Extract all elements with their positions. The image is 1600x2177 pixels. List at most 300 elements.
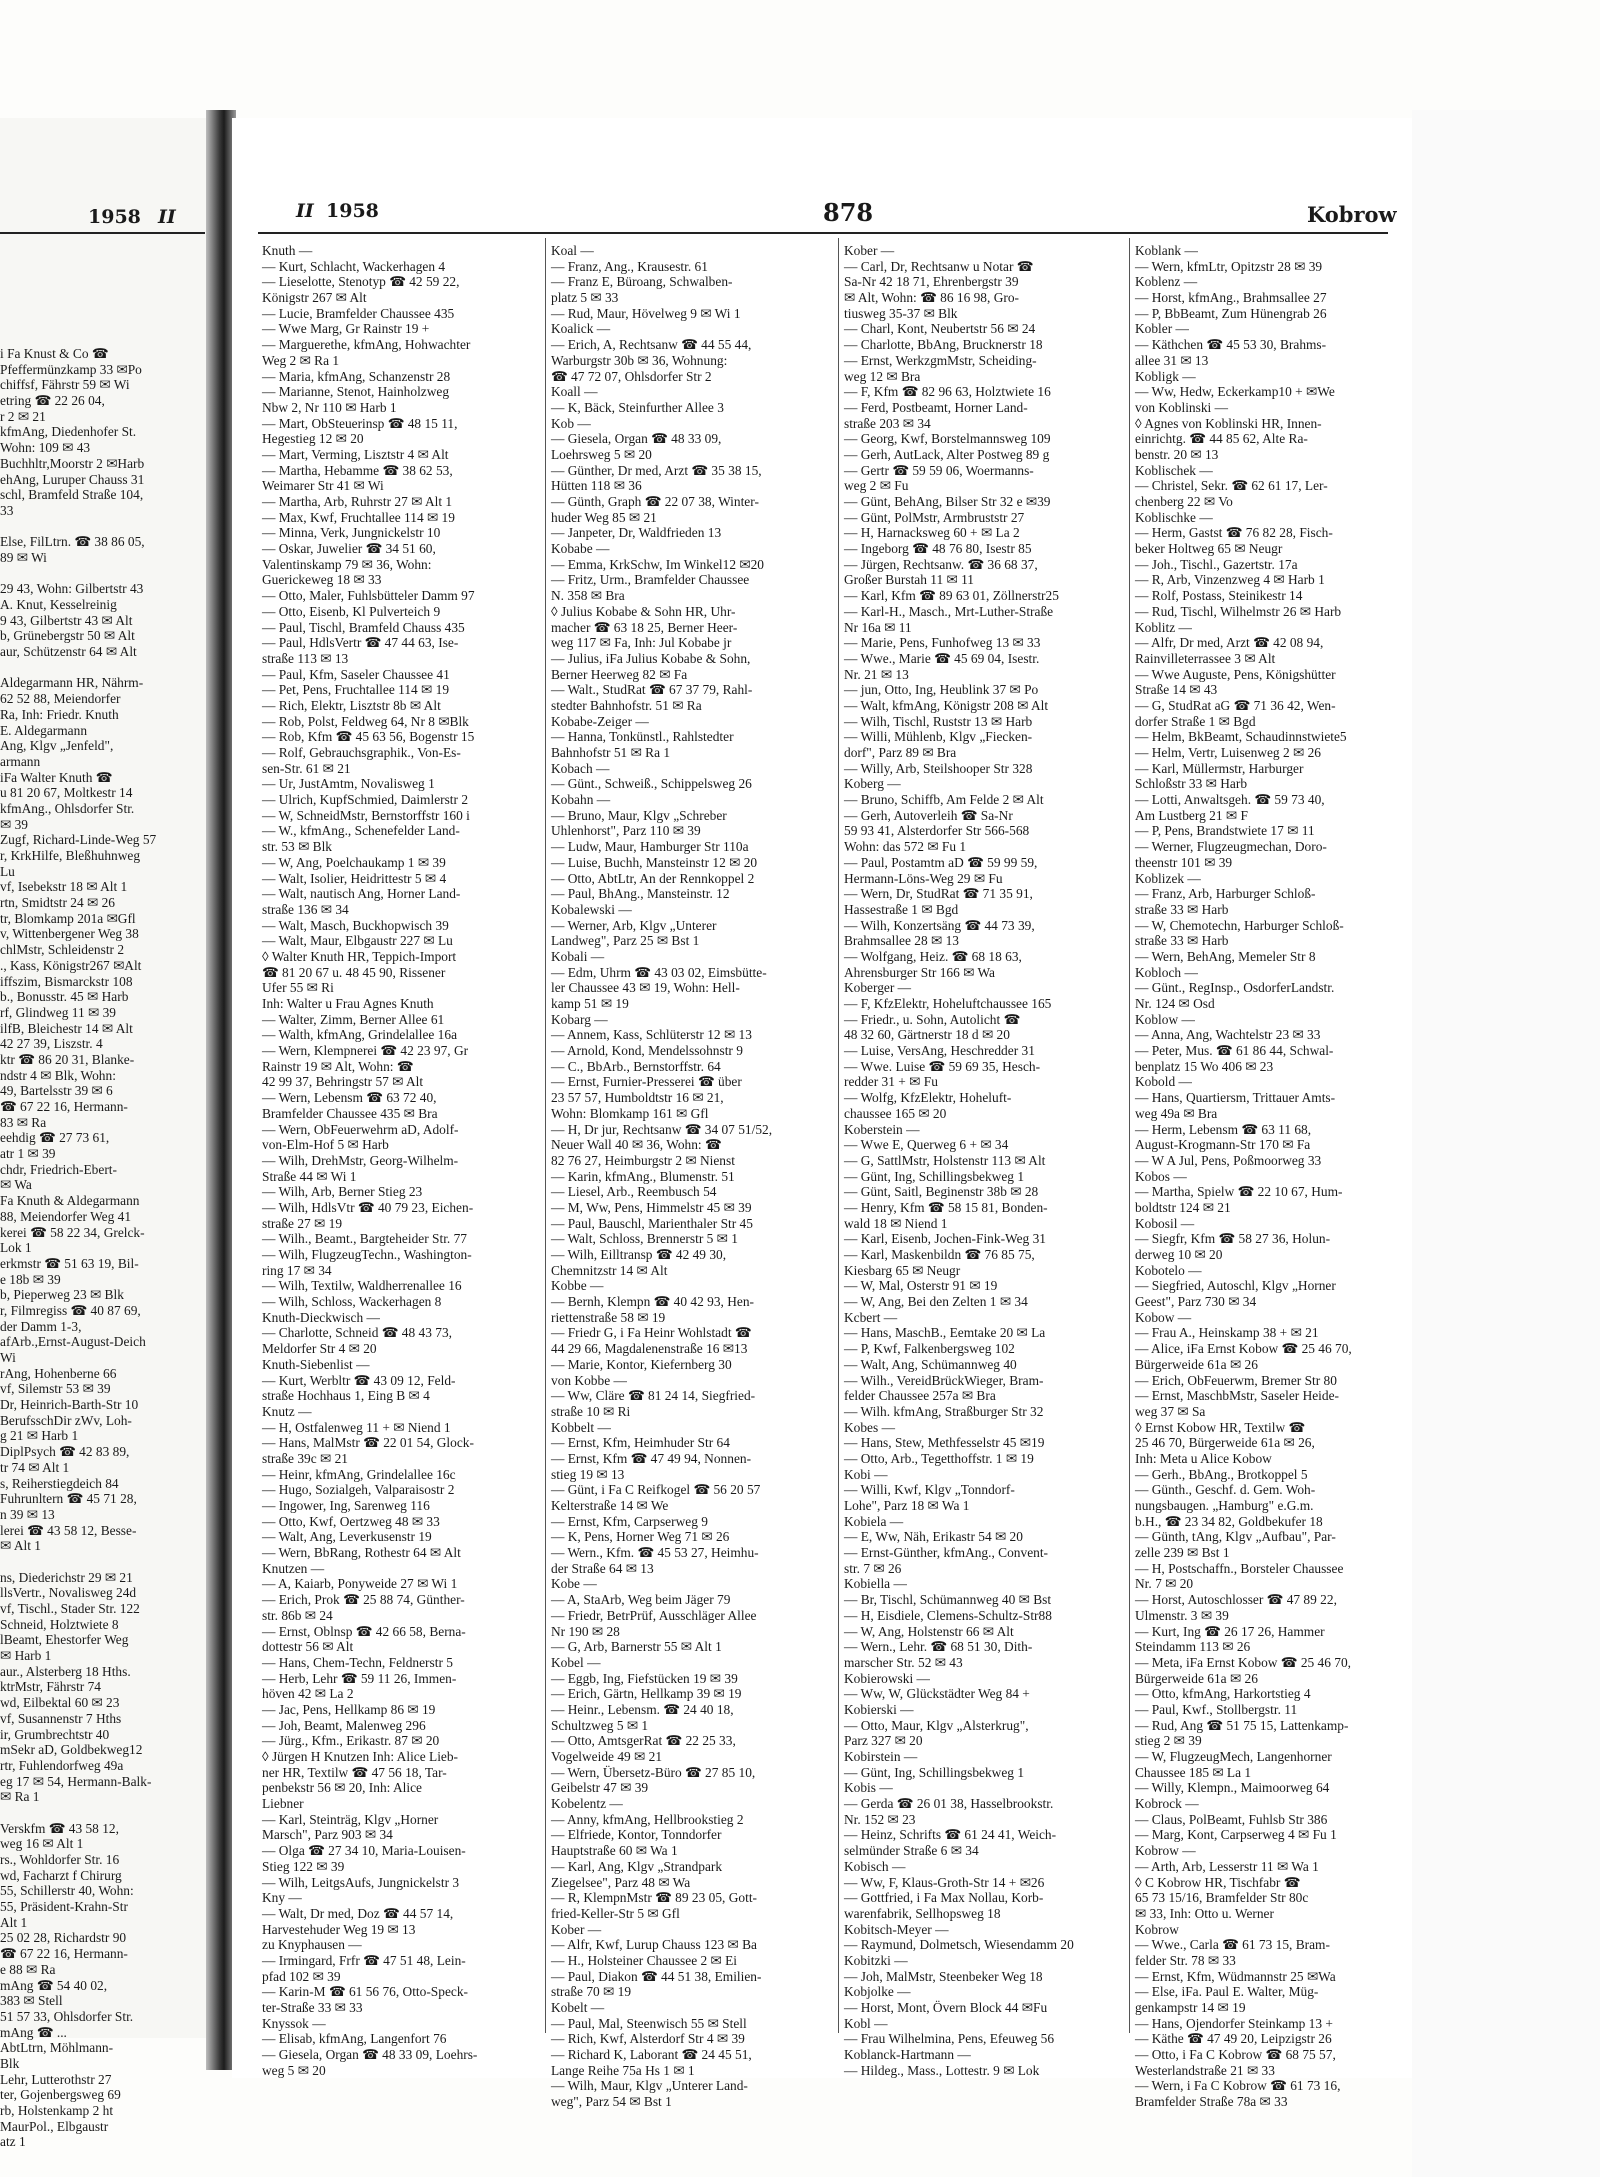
directory-entry-line: Parz 327 ✉ 20 [844, 1733, 923, 1749]
directory-entry-line: Kobabe-Zeiger — [551, 713, 649, 729]
directory-entry-line: — M, Ww, Pens, Himmelstr 45 ✉ 39 [551, 1199, 752, 1215]
directory-entry-line: Kobabe — [551, 541, 610, 557]
directory-entry-line: — Heinz, Schrifts ☎ 61 24 41, Weich- [844, 1827, 1057, 1843]
directory-entry-line: — Elisab, kfmAng, Langenfort 76 [262, 2031, 447, 2047]
directory-entry-line: — Paul, Postamtm aD ☎ 59 99 59, [844, 854, 1038, 870]
directory-entry-line: Rainvilleterrassee 3 ✉ Alt [1135, 650, 1276, 666]
directory-entry-line: Buchhltr,Moorstr 2 ✉Harb [0, 455, 145, 471]
directory-entry-line: — Rich, Elektr, Lisztstr 8b ✉ Alt [262, 697, 441, 713]
directory-entry-line: Kobelentz — [551, 1796, 623, 1812]
directory-entry-line: — Edm, Uhrm ☎ 43 03 02, Eimsbütte- [551, 964, 767, 980]
directory-entry-line: — Martha, Arb, Ruhrstr 27 ✉ Alt 1 [262, 494, 453, 509]
directory-entry-line: — F, Kfm ☎ 82 96 63, Holztwiete 16 [844, 384, 1051, 400]
directory-entry-line: Kobrow [1135, 1921, 1179, 1937]
directory-entry-line: — A, Kaiarb, Ponyweide 27 ✉ Wi 1 [262, 1576, 458, 1592]
directory-entry-line: — Willy, Klempn., Maimoorweg 64 [1135, 1780, 1330, 1796]
directory-entry-line: ring 17 ✉ 34 [262, 1262, 332, 1278]
directory-entry-line: straße 33 ✉ Harb [1135, 901, 1229, 917]
directory-entry-line: Wohn: 109 ✉ 43 [0, 440, 91, 456]
directory-entry-line: — Walt, Schloss, Brennerstr 5 ✉ 1 [551, 1231, 738, 1247]
directory-entry-line: — Käthe ☎ 47 49 20, Leipzigstr 26 [1135, 2031, 1332, 2047]
directory-entry-line: b, Grünebergstr 50 ✉ Alt [0, 628, 135, 644]
directory-entry-line: 44 29 66, Magdalenenstraße 16 ✉13 [551, 1341, 748, 1357]
directory-entry-line: b.H., ☎ 23 34 82, Goldbekufer 18 [1135, 1513, 1323, 1529]
directory-entry-line: Kobitzki — [844, 1952, 908, 1968]
directory-entry-line: — Wilh., Beamt., Bargteheider Str. 77 [262, 1231, 468, 1247]
directory-entry-line: — Rob, Polst, Feldweg 64, Nr 8 ✉Blk [262, 713, 469, 729]
directory-entry-line: ✉ 39 [0, 816, 28, 832]
directory-entry-line: — Günther, Dr med, Arzt ☎ 35 38 15, [551, 462, 762, 478]
directory-entry-line: Ziegelsee", Parz 48 ✉ Wa [551, 1874, 691, 1890]
directory-entry-line: — Otto, Maur, Klgv „Alsterkrug", [844, 1717, 1029, 1733]
directory-entry-line: von-Elm-Hof 5 ✉ Harb [262, 1137, 389, 1153]
directory-entry-line: — W, FlugzeugMech, Langenhorner [1135, 1749, 1332, 1764]
directory-entry-line: — Wwe. Luise ☎ 59 69 35, Hesch- [844, 1058, 1041, 1074]
directory-entry-line: redder 31 + ✉ Fu [844, 1074, 938, 1090]
directory-entry-line: penbekstr 56 ✉ 20, Inh: Alice [262, 1780, 422, 1796]
directory-entry-line: — Lucie, Bramfelder Chaussee 435 [262, 305, 455, 321]
directory-entry-line: atr 1 ✉ 39 [0, 1146, 56, 1162]
directory-entry-line: vf, Tischl., Stader Str. 122 [0, 1601, 140, 1616]
directory-entry-line: — G, SattlMstr, Holstenstr 113 ✉ Alt [844, 1152, 1046, 1168]
directory-entry-line: chlMstr, Schleidenstr 2 [0, 942, 125, 958]
directory-entry-line [0, 1554, 220, 1570]
directory-entry-line: — Joh, Beamt, Malenweg 296 [262, 1717, 426, 1733]
directory-entry-line: Ulmenstr. 3 ✉ 39 [1135, 1607, 1229, 1623]
directory-entry-line: — Wilh, HdlsVtr ☎ 40 79 23, Eichen- [262, 1199, 474, 1215]
directory-entry-line: — Paul, Diakon ☎ 44 51 38, Emilien- [551, 1968, 762, 1984]
directory-entry-line: — jun, Otto, Ing, Heublink 37 ✉ Po [844, 682, 1039, 698]
directory-entry-line: Dr, Heinrich-Barth-Str 10 [0, 1397, 139, 1413]
directory-entry-line: Kobbelt — [551, 1419, 611, 1435]
directory-entry-line: Hassestraße 1 ✉ Bgd [844, 901, 959, 917]
directory-entry-line: — Günt, Ing, Schillingsbekweg 1 [844, 1168, 1025, 1184]
directory-entry-line: — Wilh, Textilw, Waldherrenallee 16 [262, 1278, 462, 1294]
directory-entry-line: — Hugo, Sozialgeh, Valparaisostr 2 [262, 1482, 455, 1498]
directory-entry-line: wd, Facharzt f Chirurg [0, 1867, 122, 1883]
directory-entry-line: — Ernst-Günther, kfmAng., Convent- [844, 1545, 1049, 1561]
directory-entry-line: Koblischek — [1135, 462, 1213, 478]
directory-entry-line: Kobi — [844, 1466, 888, 1482]
directory-entry-line: Marsch", Parz 903 ✉ 34 [262, 1827, 393, 1843]
directory-entry-line: Schneid, Holztwiete 8 [0, 1616, 119, 1632]
directory-entry-line: — Charl, Kont, Neubertstr 56 ✉ 24 [844, 321, 1036, 337]
page-margin [1412, 110, 1600, 2177]
directory-entry-line: wald 18 ✉ Niend 1 [844, 1215, 948, 1231]
directory-entry-line: Kobierski — [844, 1701, 914, 1717]
directory-entry-line: kfmAng, Diedenhofer St. [0, 424, 137, 440]
directory-entry-line: — P, BbBeamt, Zum Hünengrab 26 [1135, 305, 1327, 321]
directory-entry-line: straße 27 ✉ 19 [262, 1215, 343, 1231]
directory-entry-line: — Karl, Müllermstr, Harburger [1135, 760, 1304, 776]
directory-entry-line: — Ludw, Maur, Hamburger Str 110a [551, 839, 749, 855]
directory-entry-line: — Charlotte, BbAng, Brucknerstr 18 [844, 337, 1043, 353]
directory-entry-line: — Otto, Maler, Fuhlsbütteler Damm 97 [262, 588, 475, 604]
directory-entry-line: — Paul, Mal, Steenwisch 55 ✉ Stell [551, 2015, 747, 2031]
directory-entry-line: — Karl, Steinträg, Klgv „Horner [262, 1811, 439, 1827]
directory-entry-line: ☎ 67 22 16, Hermann- [0, 1099, 128, 1114]
directory-entry-line: Straße 44 ✉ Wi 1 [262, 1168, 357, 1184]
directory-entry-line: Harvestehuder Weg 19 ✉ 13 [262, 1921, 416, 1937]
directory-entry-line: Koblischke — [1135, 509, 1213, 525]
directory-entry-line: — Hans, Chem-Techn, Feldnerstr 5 [262, 1654, 453, 1670]
directory-entry-line: — Julius, iFa Julius Kobabe & Sohn, [551, 650, 751, 666]
directory-entry-line: — W, Ang, Poelchaukamp 1 ✉ 39 [262, 854, 446, 870]
directory-entry-line: erkmstr ☎ 51 63 19, Bil- [0, 1255, 139, 1271]
directory-entry-line: Kobes — [844, 1419, 895, 1435]
directory-entry-line: Kobos — [1135, 1168, 1187, 1184]
directory-entry-line: Steindamm 113 ✉ 26 [1135, 1639, 1251, 1655]
directory-entry-line: boldtstr 124 ✉ 21 [1135, 1199, 1231, 1215]
directory-entry-line: — Rud, Maur, Hövelweg 9 ✉ Wi 1 [551, 305, 741, 321]
directory-entry-line: Kobis — [844, 1780, 893, 1796]
directory-entry-line: — Ernst, Kfm, Carpserweg 9 [551, 1513, 708, 1529]
directory-entry-line: ler Chaussee 43 ✉ 19, Wohn: Hell- [551, 980, 740, 996]
directory-entry-line: rf, Glindweg 11 ✉ 39 [0, 1004, 116, 1020]
directory-entry-line: Kobrow — [1135, 1843, 1196, 1859]
directory-entry-line: — Wern, BehAng, Memeler Str 8 [1135, 948, 1316, 964]
directory-entry-line: atz 1 [0, 2134, 26, 2150]
directory-entry-line: einrichtg. ☎ 44 85 62, Alte Ra- [1135, 431, 1308, 447]
directory-entry-line: ☎ 47 72 07, Ohlsdorfer Str 2 [551, 368, 712, 384]
directory-entry-line: — Ernst, Kfm, Heimhuder Str 64 [551, 1435, 730, 1451]
directory-entry-line: selmünder Straße 6 ✉ 34 [844, 1843, 979, 1859]
directory-entry-line: ✉ Wa [0, 1177, 32, 1193]
directory-entry-line: — Georg, Kwf, Borstelmannsweg 109 [844, 431, 1051, 447]
directory-entry-line: Schloßstr 33 ✉ Harb [1135, 776, 1248, 792]
directory-entry-line: 59 93 41, Alsterdorfer Str 566-568 [844, 823, 1030, 839]
directory-entry-line: — W, Ang, Holstenstr 66 ✉ Alt [844, 1623, 1014, 1639]
directory-entry-line: — Eggb, Ing, Fiefstücken 19 ✉ 39 [551, 1670, 738, 1686]
directory-entry-line: ✉ Harb 1 [0, 1648, 52, 1664]
directory-entry-line: Kobler — [1135, 321, 1189, 337]
directory-entry-line: benstr. 20 ✉ 13 [1135, 446, 1219, 462]
directory-entry-line: Bürgerweide 61a ✉ 26 [1135, 1670, 1258, 1686]
directory-entry-line: — Ww, W, Glückstädter Weg 84 + [844, 1686, 1030, 1702]
directory-entry-line: — Wern, ObFeuerwehrm aD, Adolf- [262, 1121, 459, 1137]
directory-entry-line: — Otto, kfmAng, Harkortstieg 4 [1135, 1686, 1311, 1702]
directory-entry-line: — Günt., RegInsp., OsdorferLandstr. [1135, 980, 1335, 996]
directory-entry-line: rtn, Smidtstr 24 ✉ 26 [0, 895, 116, 911]
directory-entry-line: schl, Bramfeld Straße 104, [0, 487, 144, 503]
directory-entry-line: — Luise, VersAng, Heschredder 31 [844, 1043, 1035, 1059]
directory-entry-line: — Wern, i Fa C Kobrow ☎ 61 73 16, [1135, 2078, 1341, 2094]
directory-entry-line: — Horst, kfmAng., Brahmsallee 27 [1135, 290, 1327, 306]
directory-entry-line: Nbw 2, Nr 110 ✉ Harb 1 [262, 399, 397, 415]
directory-entry-line: felder Chaussee 257a ✉ Bra [844, 1388, 996, 1404]
directory-entry-line: lerei ☎ 43 58 12, Besse- [0, 1522, 137, 1538]
directory-entry-line: — Wilh, Schloss, Wackerhagen 8 [262, 1294, 442, 1310]
directory-entry-line: Koall — [551, 384, 598, 400]
directory-entry-line: 89 ✉ Wi [0, 549, 47, 565]
directory-entry-line: — Willi, Mühlenb, Klgv „Fiecken- [844, 729, 1033, 745]
directory-entry-line: Koal — [551, 243, 594, 258]
directory-entry-line: — F, KfzElektr, Hoheluftchaussee 165 [844, 996, 1052, 1011]
directory-entry-line: — Rolf, Postass, Steinikestr 14 [1135, 588, 1303, 604]
directory-entry-line: straße 113 ✉ 13 [262, 650, 349, 666]
directory-entry-line: — Fritz, Urm., Bramfelder Chaussee [551, 572, 750, 588]
directory-entry-line: Kcbert — [844, 1309, 898, 1325]
directory-entry-line: — Helm, BkBeamt, Schaudinnstwiete5 [1135, 729, 1347, 745]
directory-entry-line: Ahrensburger Str 166 ✉ Wa [844, 964, 995, 980]
directory-entry-line: straße 203 ✉ 34 [844, 415, 931, 431]
directory-entry-line: — R, Arb, Vinzenzweg 4 ✉ Harb 1 [1135, 572, 1325, 588]
directory-entry-line: mAng ☎ 54 40 02, [0, 1977, 108, 1993]
directory-entry-line: Chaussee 185 ✉ La 1 [1135, 1764, 1252, 1780]
directory-entry-line: — Günt, BehAng, Bilser Str 32 e ✉39 [844, 494, 1051, 509]
directory-entry-line: — Ulrich, KupfSchmied, Daimlerstr 2 [262, 792, 469, 808]
directory-entry-line: Valentinskamp 79 ✉ 36, Wohn: [262, 556, 432, 572]
directory-entry-line: — Wilh, Tischl, Ruststr 13 ✉ Harb [844, 713, 1033, 729]
directory-entry-line: Kobloch — [1135, 964, 1198, 980]
directory-entry-line: — Franz E, Büroang, Schwalben- [551, 274, 733, 290]
directory-entry-line: — Ernst, Furnier-Presserei ☎ über [551, 1074, 742, 1090]
directory-entry-line: Fuhrunltern ☎ 45 71 28, [0, 1491, 137, 1507]
directory-entry-line: rtr, Fuhlendorfweg 49a [0, 1757, 124, 1773]
directory-entry-line: warenfabrik, Sellhopsweg 18 [844, 1905, 1001, 1921]
directory-entry-line: e 18b ✉ 39 [0, 1271, 61, 1287]
directory-entry-line: — Wilh, DrehMstr, Georg-Wilhelm- [262, 1152, 459, 1168]
directory-entry-line: Pfeffermünzkamp 33 ✉Po [0, 361, 142, 377]
directory-entry-line: — Bruno, Schiffb, Am Felde 2 ✉ Alt [844, 792, 1044, 808]
directory-entry-line: — Siegfried, Autoschl, Klgv „Horner [1135, 1278, 1336, 1294]
directory-entry-line: — Claus, PolBeamt, Fuhlsb Str 386 [1135, 1811, 1328, 1827]
directory-entry-line: Großer Burstah 11 ✉ 11 [844, 572, 974, 588]
directory-entry-line: stieg 19 ✉ 13 [551, 1466, 625, 1482]
directory-entry-line: Knutz — [262, 1403, 312, 1419]
directory-entry-line: weg 5 ✉ 20 [262, 2062, 326, 2078]
directory-entry-line: — Br, Tischl, Schümannweg 40 ✉ Bst [844, 1592, 1052, 1608]
directory-entry-line: — W, SchneidMstr, Bernstorffstr 160 i [262, 807, 470, 823]
directory-entry-line: kfmAng., Ohlsdorfer Str. [0, 800, 135, 816]
directory-entry-line: Aldegarmann HR, Nährm- [0, 675, 144, 691]
directory-entry-line: Kobierowski — [844, 1670, 930, 1686]
directory-entry-line: Kiesbarg 65 ✉ Neugr [844, 1262, 961, 1278]
directory-entry-line: — Raymund, Dolmetsch, Wiesendamm 20 [844, 1937, 1074, 1953]
directory-entry-line: ktrMstr, Fährstr 74 [0, 1679, 102, 1695]
directory-entry-line: ktr ☎ 86 20 31, Blanke- [0, 1051, 135, 1067]
directory-entry-line: 9 43, Gilbertstr 43 ✉ Alt [0, 612, 133, 628]
directory-entry-line: — Gerh., BbAng., Brotkoppel 5 [1135, 1466, 1308, 1482]
directory-entry-line: afArb.,Ernst-August-Deich [0, 1334, 146, 1350]
directory-entry-line: ✉ Alt 1 [0, 1538, 41, 1554]
directory-entry-line: — Gerda ☎ 26 01 38, Hasselbrookstr. [844, 1796, 1054, 1812]
directory-entry-line: Kobiella — [844, 1576, 907, 1592]
directory-entry-line [0, 519, 220, 535]
directory-entry-line: — Emma, KrkSchw, Im Winkel12 ✉20 [551, 556, 765, 572]
directory-entry-line: Else, FilLtrn. ☎ 38 86 05, [0, 534, 145, 550]
directory-entry-line: — Gerh, Autoverleih ☎ Sa-Nr [844, 807, 1013, 823]
directory-entry-line: Nr. 152 ✉ 23 [844, 1811, 916, 1827]
directory-entry-line: Inh: Meta u Alice Kobow [1135, 1450, 1272, 1466]
directory-entry-line: — Mart, ObSteuerinsp ☎ 48 15 11, [262, 415, 458, 431]
directory-entry-line: — Walt, Isolier, Heidrittestr 5 ✉ 4 [262, 870, 447, 886]
directory-entry-line: ✉ Ra 1 [0, 1789, 40, 1805]
directory-entry-line: 383 ✉ Stell [0, 1993, 63, 2009]
directory-entry-line: dorf", Parz 89 ✉ Bra [844, 745, 957, 760]
left-roman-label: II [158, 206, 176, 228]
directory-entry-line: Westerlandstraße 21 ✉ 33 [1135, 2062, 1275, 2078]
directory-entry-line: — Wilh, Eilltransp ☎ 42 49 30, [551, 1247, 727, 1262]
directory-entry-line: kerei ☎ 58 22 34, Grelck- [0, 1224, 145, 1240]
directory-entry-line: — Erich, ObFeuerwm, Bremer Str 80 [1135, 1372, 1337, 1388]
directory-entry-line: — Liesel, Arb., Reembusch 54 [551, 1184, 717, 1200]
directory-entry-line: Am Lustberg 21 ✉ F [1135, 807, 1248, 823]
directory-entry-line: 25 02 28, Richardstr 90 [0, 1930, 127, 1946]
directory-entry-line: etring ☎ 22 26 04, [0, 393, 105, 409]
directory-entry-line: ter, Gojenbergsweg 69 [0, 2087, 121, 2103]
directory-entry-line: der Straße 64 ✉ 13 [551, 1560, 654, 1576]
directory-entry-line: A. Knut, Kesselreinig [0, 597, 117, 612]
directory-entry-line: ☎ 67 22 16, Hermann- [0, 1946, 128, 1962]
directory-entry-line: Rainstr 19 ✉ Alt, Wohn: ☎ [262, 1058, 414, 1074]
directory-entry-line: — Günt, i Fa C Reifkogel ☎ 56 20 57 [551, 1482, 761, 1498]
directory-entry-line: — Horst, Autoschlosser ☎ 47 89 22, [1135, 1592, 1337, 1608]
directory-entry-line: weg", Parz 54 ✉ Bst 1 [551, 2094, 672, 2110]
directory-entry-line: i Fa Knust & Co ☎ [0, 346, 109, 361]
directory-entry-line: — W., kfmAng., Schenefelder Land- [262, 823, 460, 839]
directory-entry-line: ◊ Julius Kobabe & Sohn HR, Uhr- [551, 603, 736, 619]
directory-entry-line: Lehr, Lutterothstr 27 [0, 2071, 112, 2087]
directory-entry-line: fried-Keller-Str 5 ✉ Gfl [551, 1905, 680, 1921]
directory-entry-line: — Walt, kfmAng, Königstr 208 ✉ Alt [844, 697, 1049, 713]
directory-entry-line: — Günt., Schweiß., Schippelsweg 26 [551, 776, 752, 792]
directory-entry-line: — Joh, MalMstr, Steenbeker Weg 18 [844, 1968, 1043, 1984]
directory-entry-line: zelle 239 ✉ Bst 1 [1135, 1545, 1230, 1561]
directory-entry-line: — Helm, Vertr, Luisenweg 2 ✉ 26 [1135, 745, 1321, 760]
directory-entry-line: — Wwe., Carla ☎ 61 73 15, Bram- [1135, 1937, 1330, 1953]
directory-entry-line: Kobiela — [844, 1513, 904, 1529]
directory-entry-line: Kobalewski — [551, 901, 632, 917]
directory-entry-line: Schultzweg 5 ✉ 1 [551, 1717, 649, 1733]
directory-entry-line: Straße 14 ✉ 43 [1135, 682, 1218, 698]
directory-entry-line: — Carl, Dr, Rechtsanw u Notar ☎ [844, 258, 1034, 274]
directory-entry-line: Kobarg — [551, 1011, 608, 1027]
directory-entry-line: — W, Chemotechn, Harburger Schloß- [1135, 917, 1344, 933]
directory-entry-line: Kobjolke — [844, 1984, 911, 2000]
directory-entry-line: — Kurt, Schlacht, Wackerhagen 4 [262, 258, 446, 274]
directory-entry-line: benplatz 15 Wo 406 ✉ 23 [1135, 1058, 1274, 1074]
directory-entry-line: 33 [0, 502, 14, 518]
directory-entry-line: g 21 ✉ Harb 1 [0, 1428, 79, 1444]
directory-entry-line: Knyssok — [262, 2015, 326, 2031]
directory-entry-line: Koblitz — [1135, 619, 1192, 635]
directory-entry-line: — Janpeter, Dr, Waldfrieden 13 [551, 525, 722, 541]
directory-entry-line: — Martha, Hebamme ☎ 38 62 53, [262, 462, 453, 478]
directory-entry-line: Koberger — [844, 980, 912, 996]
directory-entry-line: straße Hochhaus 1, Eing B ✉ 4 [262, 1388, 430, 1404]
directory-entry-line: — Paul, Kfm, Saseler Chaussee 41 [262, 666, 450, 682]
directory-entry-line: r 2 ✉ 21 [0, 408, 46, 424]
directory-entry-line: Kelterstraße 14 ✉ We [551, 1498, 669, 1513]
directory-entry-line: — Walt, Masch, Buckhopwisch 39 [262, 917, 449, 933]
directory-entry-line: Berner Heerweg 82 ✉ Fa [551, 666, 688, 682]
directory-entry-line: Koblizek — [1135, 870, 1201, 886]
directory-entry-line: — Rolf, Gebrauchsgraphik., Von-Es- [262, 745, 461, 760]
directory-entry-line: — Heinr, kfmAng, Grindelallee 16c [262, 1466, 456, 1482]
directory-entry-line: — Günth., Geschf. d. Gem. Woh- [1135, 1482, 1316, 1498]
directory-entry-line: — Richard K, Laborant ☎ 24 45 51, [551, 2047, 752, 2063]
directory-entry-line: Koblow — [1135, 1011, 1195, 1027]
directory-entry-line: — Paul, Tischl, Bramfeld Chauss 435 [262, 619, 465, 635]
directory-entry-line: Knuth-Dieckwisch — [262, 1309, 380, 1325]
directory-entry-line: — Hans, Ojendorfer Steinkamp 13 + [1135, 2015, 1333, 2031]
directory-entry-line: weg 49a ✉ Bra [1135, 1105, 1218, 1121]
directory-entry-line: — Ww, F, Klaus-Groth-Str 14 + ✉26 [844, 1874, 1045, 1890]
directory-entry-line: — Herb, Lehr ☎ 59 11 26, Immen- [262, 1670, 457, 1686]
directory-entry-line: 42 27 39, Liszstr. 4 [0, 1036, 103, 1052]
directory-entry-line: — Jürg., Kfm., Erikastr. 87 ✉ 20 [262, 1733, 440, 1749]
directory-entry-line: — Pet, Pens, Fruchtallee 114 ✉ 19 [262, 682, 450, 698]
header-rule [258, 232, 1388, 234]
directory-entry-line: — Annem, Kass, Schlüterstr 12 ✉ 13 [551, 1027, 752, 1043]
directory-entry-line: Koblanck-Hartmann — [844, 2047, 971, 2063]
directory-entry-line: Kobe — [551, 1576, 597, 1592]
directory-entry-line: ✉ Alt, Wohn: ☎ 86 16 98, Gro- [844, 290, 1019, 306]
directory-entry-line: — Kurt, Werbltr ☎ 43 09 12, Feld- [262, 1372, 456, 1388]
directory-entry-line: str. 7 ✉ 26 [844, 1560, 902, 1576]
directory-entry-line: Kobahn — [551, 792, 611, 808]
directory-entry-line: 82 76 27, Heimburgstr 2 ✉ Nienst [551, 1152, 735, 1168]
directory-entry-line: Koblank — [1135, 243, 1198, 258]
directory-entry-line: — K, Pens, Horner Weg 71 ✉ 26 [551, 1529, 730, 1545]
directory-entry-line: Zugf, Richard-Linde-Weg 57 [0, 832, 157, 848]
directory-entry-line: ◊ Walter Knuth HR, Teppich-Import [262, 948, 457, 964]
directory-entry-line: — Ernst, Kfm, Wüdmannstr 25 ✉Wa [1135, 1968, 1336, 1984]
directory-entry-line: Koblenz — [1135, 274, 1198, 290]
directory-entry-line: — Karl, Ang, Klgv „Strandpark [551, 1858, 723, 1874]
directory-entry-line: — Wern, Übersetz-Büro ☎ 27 85 10, [551, 1764, 756, 1780]
directory-entry-line: — Paul, HdlsVertr ☎ 47 44 63, Ise- [262, 635, 459, 651]
directory-entry-line: Bahnhofstr 51 ✉ Ra 1 [551, 745, 671, 760]
directory-entry-line: Lok 1 [0, 1240, 32, 1256]
directory-entry-line: — Ferd, Postbeamt, Horner Land- [844, 399, 1028, 415]
directory-entry-line: Warburgstr 30b ✉ 36, Wohnung: [551, 352, 728, 368]
directory-entry-line: armann [0, 753, 41, 769]
directory-entry-line: — Wern., Kfm. ☎ 45 53 27, Heimhu- [551, 1545, 759, 1561]
directory-entry-line: BerufsschDir zWv, Loh- [0, 1412, 132, 1428]
directory-entry-line: ◊ Ernst Kobow HR, Textilw ☎ [1135, 1419, 1306, 1435]
directory-entry-line: — Wilh. kfmAng, Straßburger Str 32 [844, 1403, 1044, 1419]
directory-entry-line: — Wilh, FlugzeugTechn., Washington- [262, 1247, 472, 1262]
directory-entry-line: r, Filmregiss ☎ 40 87 69, [0, 1302, 141, 1318]
directory-entry-line: — Arnold, Kond, Mendelssohnstr 9 [551, 1043, 743, 1059]
directory-entry-line: Kober — [844, 243, 895, 258]
directory-entry-line: Nr 16a ✉ 11 [844, 619, 912, 635]
directory-entry-line: — Willi, Kwf, Klgv „Tonndorf- [844, 1482, 1015, 1498]
directory-entry-line: rs., Wohldorfer Str. 16 [0, 1852, 120, 1867]
directory-entry-line: platz 5 ✉ 33 [551, 290, 619, 306]
directory-entry-line: rAng, Hohenberne 66 [0, 1365, 117, 1381]
directory-entry-line: Guerickeweg 18 ✉ 33 [262, 572, 382, 588]
directory-entry-line: — Olga ☎ 27 34 10, Maria-Louisen- [262, 1843, 466, 1859]
left-page [0, 118, 222, 2150]
directory-entry-line [0, 660, 220, 676]
directory-entry-line: — Walth, kfmAng, Grindelallee 16a [262, 1027, 458, 1043]
directory-entry-line: — Rud, Tischl, Wilhelmstr 26 ✉ Harb [1135, 603, 1342, 619]
directory-entry-line: — Wern, kfmLtr, Opitzstr 28 ✉ 39 [1135, 258, 1323, 274]
directory-entry-line: — Günt, PolMstr, Armbruststr 27 [844, 509, 1025, 525]
directory-entry-line: Bramfelder Chaussee 435 ✉ Bra [262, 1105, 438, 1121]
directory-entry-line: 49, Bartelsstr 39 ✉ 6 [0, 1083, 113, 1099]
directory-entry-line: — Karl, Eisenb, Jochen-Fink-Weg 31 [844, 1231, 1046, 1247]
directory-entry-line: — H, Dr jur, Rechtsanw ☎ 34 07 51/52, [551, 1121, 773, 1137]
directory-entry-line: ., Kass, Königstr267 ✉Alt [0, 957, 142, 973]
directory-entry-line: — Karl, Maskenbildn ☎ 76 85 75, [844, 1247, 1035, 1262]
directory-entry-line: Vogelweide 49 ✉ 21 [551, 1749, 663, 1764]
directory-entry-line: vf, Susannenstr 7 Hths [0, 1710, 122, 1726]
directory-entry-line: — Siegfr, Kfm ☎ 58 27 36, Holun- [1135, 1231, 1331, 1247]
